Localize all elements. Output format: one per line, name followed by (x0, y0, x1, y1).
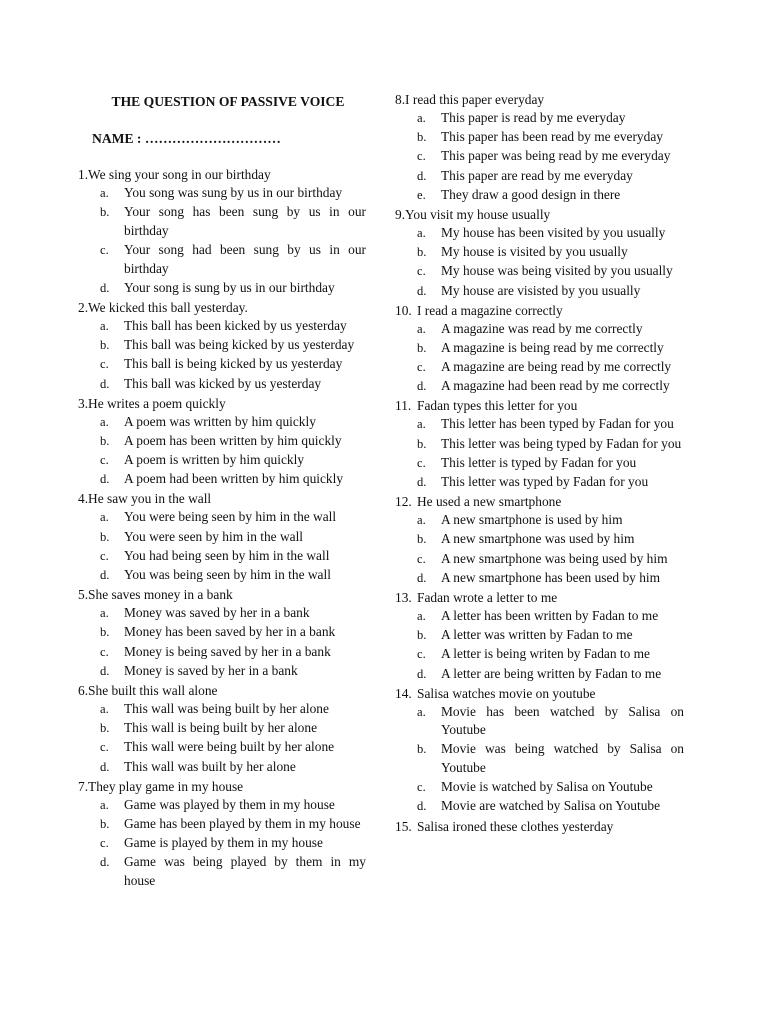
option-item (395, 778, 684, 797)
option-item (78, 203, 366, 240)
option-text: A letter was written by Fadan to me (441, 627, 633, 643)
question-text: He saw you in the wall (88, 491, 212, 507)
option-item (395, 626, 684, 645)
option-letter: a. (100, 797, 109, 812)
question-text: Fadan types this letter for you (417, 398, 578, 414)
option-list (395, 415, 684, 491)
question-text: We sing your song in our birthday (88, 167, 271, 182)
question-stem (78, 394, 366, 413)
page-title: THE QUESTION OF PASSIVE VOICE (111, 94, 345, 109)
question-number: 2. (78, 299, 89, 315)
option-letter: b. (417, 628, 427, 643)
option-item (78, 738, 366, 757)
option-letter: b. (100, 205, 110, 220)
question-number: 13. (395, 589, 412, 605)
option-item (78, 413, 366, 432)
question-stem (395, 588, 684, 607)
option-text: My house are visisted by you usually (441, 282, 641, 298)
question-text: I read a magazine correctly (417, 302, 563, 318)
option-item (78, 375, 366, 394)
question-8 (395, 90, 684, 204)
question-number: 11. (395, 398, 412, 414)
option-letter: d. (100, 472, 110, 487)
option-item (78, 662, 366, 681)
option-letter: c. (417, 455, 426, 470)
option-text: My house was being visited by you usually (441, 263, 673, 279)
option-list (395, 607, 684, 683)
option-item (78, 853, 366, 890)
option-text: This ball is being kicked by us yesterday (124, 356, 343, 372)
option-item (395, 511, 684, 530)
option-letter: c. (100, 548, 109, 563)
question-number: 9. (395, 206, 406, 222)
option-text: My house is visited by you usually (441, 244, 628, 260)
option-letter: a. (100, 510, 109, 525)
option-item (395, 224, 684, 243)
option-item (78, 604, 366, 623)
option-letter: d. (417, 283, 427, 298)
option-letter: c. (417, 780, 426, 795)
option-letter: c. (100, 453, 109, 468)
option-list (78, 184, 366, 297)
question-number: 1. (78, 167, 89, 182)
option-item (78, 432, 366, 451)
option-letter: c. (100, 357, 109, 372)
option-item (395, 435, 684, 454)
option-item (395, 645, 684, 664)
option-item (395, 454, 684, 473)
option-text: You were being seen by him in the wall (124, 509, 337, 525)
option-text: This paper has been read by me everyday (441, 129, 663, 145)
option-item (78, 566, 366, 585)
option-item (395, 339, 684, 358)
option-letter: a. (100, 701, 109, 716)
option-letter: c. (100, 644, 109, 659)
option-text: Your song had been sung by us in our birthday (124, 241, 366, 276)
option-item (395, 243, 684, 262)
option-letter: b. (417, 340, 427, 355)
question-13 (395, 588, 684, 683)
option-letter: d. (417, 475, 427, 489)
option-list (78, 317, 366, 393)
option-letter: d. (417, 666, 427, 681)
option-list (395, 703, 684, 816)
question-text: Salisa ironed these clothes yesterday (417, 818, 614, 834)
option-letter: a. (100, 318, 109, 333)
option-item (395, 147, 684, 166)
question-stem (78, 489, 366, 508)
option-item (395, 262, 684, 281)
option-item (78, 279, 366, 298)
option-list (78, 700, 366, 776)
question-stem (78, 165, 366, 184)
question-10 (395, 301, 684, 396)
option-letter: a. (417, 608, 426, 623)
option-item (395, 703, 684, 740)
question-text: Fadan wrote a letter to me (417, 589, 558, 605)
question-number: 8. (395, 92, 406, 107)
option-letter: d. (100, 280, 110, 295)
option-text: This paper is read by me everyday (441, 110, 626, 125)
question-text: You visit my house usually (405, 206, 551, 222)
option-text: A magazine are being read by me correctly (441, 359, 672, 375)
option-item (78, 547, 366, 566)
option-item (78, 528, 366, 547)
option-letter: b. (417, 130, 427, 145)
option-text: Money is saved by her in a bank (124, 662, 298, 678)
option-item (78, 336, 366, 355)
option-text: This ball was being kicked by us yesterday (124, 337, 355, 353)
option-item (395, 740, 684, 777)
option-text: You song was sung by us in our birthday (124, 185, 343, 200)
option-text: My house has been visited by you usually (441, 224, 666, 240)
option-item (395, 320, 684, 339)
option-text: Game is played by them in my house (124, 835, 323, 851)
question-9 (395, 205, 684, 300)
option-letter: b. (100, 816, 110, 831)
option-item (78, 508, 366, 527)
option-text: Your song has been sung by us in our birthday (124, 204, 366, 238)
option-text: A new smartphone was used by him (441, 531, 635, 547)
option-item (78, 623, 366, 642)
option-letter: c. (100, 242, 109, 257)
question-text: We kicked this ball yesterday. (88, 299, 248, 315)
option-letter: b. (100, 433, 110, 448)
option-item (395, 167, 684, 186)
question-2 (78, 298, 366, 393)
question-12 (395, 492, 684, 587)
option-text: This letter is typed by Fadan for you (441, 454, 637, 470)
question-number: 4. (78, 491, 89, 507)
option-list (78, 508, 366, 584)
question-stem (395, 301, 684, 320)
option-text: A new smartphone was being used by him (441, 550, 668, 566)
question-stem (395, 817, 684, 836)
option-item (78, 758, 366, 777)
question-number: 14. (395, 685, 412, 701)
option-item (395, 569, 684, 588)
option-text: Game was played by them in my house (124, 796, 335, 812)
option-item (78, 317, 366, 336)
option-text: A poem has been written by him quickly (124, 432, 342, 448)
option-letter: e. (417, 187, 426, 202)
name-field-line: NAME : ………………………… (92, 131, 281, 146)
option-text: This paper are read by me everyday (441, 167, 633, 183)
question-number: 6. (78, 682, 89, 698)
question-stem (395, 492, 684, 511)
option-text: A poem was written by him quickly (124, 413, 316, 429)
question-text: He writes a poem quickly (88, 395, 226, 411)
question-number: 10. (395, 302, 412, 318)
option-item (395, 282, 684, 301)
question-number: 5. (78, 587, 89, 603)
question-stem (78, 298, 366, 317)
option-text: A letter has been written by Fadan to me (441, 607, 659, 623)
option-text: A letter is being writen by Fadan to me (441, 646, 650, 662)
option-letter: d. (417, 570, 427, 585)
question-text: Salisa watches movie on youtube (417, 685, 596, 701)
option-letter: d. (100, 376, 110, 391)
option-letter: a. (417, 417, 426, 432)
option-text: A poem is written by him quickly (124, 452, 305, 468)
option-text: You were seen by him in the wall (124, 528, 304, 544)
option-letter: c. (100, 740, 109, 755)
option-item (395, 473, 684, 492)
question-stem (78, 777, 366, 796)
option-letter: d. (417, 799, 427, 814)
option-item (78, 796, 366, 815)
question-number: 12. (395, 494, 412, 510)
option-letter: d. (100, 855, 110, 870)
question-1 (78, 165, 366, 297)
option-text: Your song is sung by us in our birthday (124, 279, 335, 295)
option-list (395, 109, 684, 204)
option-letter: c. (417, 647, 426, 662)
option-item (395, 109, 684, 128)
right-column (395, 90, 684, 836)
option-text: This paper was being read by me everyday (441, 148, 671, 164)
option-list (78, 413, 366, 489)
option-text: Money is being saved by her in a bank (124, 643, 331, 659)
question-15 (395, 817, 684, 836)
option-item (395, 128, 684, 147)
question-stem (78, 585, 366, 604)
option-text: A new smartphone is used by him (441, 512, 623, 528)
option-letter: d. (100, 568, 110, 582)
option-text: Game has been played by them in my house (124, 815, 361, 831)
option-letter: c. (417, 360, 426, 375)
option-letter: d. (100, 759, 110, 774)
option-text: Movie was being watched by Salisa on Youtube (441, 741, 684, 776)
option-letter: c. (417, 149, 426, 164)
option-letter: a. (100, 414, 109, 429)
option-text: This wall was built by her alone (124, 758, 296, 774)
question-5 (78, 585, 366, 680)
option-text: A magazine is being read by me correctly (441, 339, 664, 355)
option-letter: a. (100, 186, 109, 200)
option-item (78, 451, 366, 470)
option-item (395, 186, 684, 205)
option-item (395, 607, 684, 626)
option-letter: a. (417, 704, 426, 719)
option-item (395, 797, 684, 816)
question-stem (395, 396, 684, 415)
option-item (78, 719, 366, 738)
option-text: They draw a good design in there (441, 186, 621, 202)
option-text: This wall is being built by her alone (124, 720, 318, 736)
option-letter: b. (417, 532, 427, 547)
option-text: Game was being played by them in my house (124, 854, 366, 888)
option-list (78, 604, 366, 680)
option-text: This letter was typed by Fadan for you (441, 474, 649, 489)
question-text: I read this paper everyday (405, 92, 545, 107)
left-column (78, 90, 366, 891)
question-6 (78, 681, 366, 776)
option-item (395, 550, 684, 569)
option-letter: c. (417, 264, 426, 279)
option-text: You had being seen by him in the wall (124, 547, 330, 563)
option-item (78, 815, 366, 834)
option-text: This ball has been kicked by us yesterday (124, 317, 347, 333)
option-item (78, 700, 366, 719)
option-text: A new smartphone has been used by him (441, 569, 661, 585)
option-letter: a. (417, 111, 426, 125)
option-text: A letter are being written by Fadan to me (441, 665, 662, 681)
option-letter: b. (100, 721, 110, 736)
option-item (78, 834, 366, 853)
option-letter: b. (100, 529, 110, 544)
option-text: This ball was kicked by us yesterday (124, 375, 322, 391)
option-item (78, 643, 366, 662)
option-text: Movie are watched by Salisa on Youtube (441, 798, 661, 814)
option-list (395, 511, 684, 587)
question-14 (395, 684, 684, 816)
option-letter: a. (417, 225, 426, 240)
question-7 (78, 777, 366, 891)
option-letter: a. (100, 606, 109, 621)
question-number: 3. (78, 395, 89, 411)
option-item (395, 415, 684, 434)
option-text: You was being seen by him in the wall (124, 567, 331, 582)
option-letter: b. (417, 742, 427, 757)
option-text: Money was saved by her in a bank (124, 605, 310, 621)
option-text: This letter was being typed by Fadan for you (441, 435, 682, 451)
question-text: They play game in my house (88, 778, 244, 794)
option-list (78, 796, 366, 891)
question-stem (395, 205, 684, 224)
option-letter: a. (417, 321, 426, 336)
option-letter: a. (417, 513, 426, 528)
question-stem (395, 90, 684, 109)
option-text: Movie has been watched by Salisa on Youtube (441, 703, 684, 738)
option-item (78, 241, 366, 278)
option-list (395, 320, 684, 396)
option-item (395, 377, 684, 396)
question-3 (78, 394, 366, 489)
option-item (78, 184, 366, 203)
option-text: A magazine had been read by me correctly (441, 378, 670, 394)
option-list (395, 224, 684, 300)
option-letter: d. (100, 663, 110, 678)
option-text: A poem had been written by him quickly (124, 471, 344, 487)
option-item (395, 665, 684, 684)
option-letter: c. (417, 551, 426, 566)
option-letter: d. (417, 379, 427, 394)
option-letter: c. (100, 836, 109, 851)
question-11 (395, 396, 684, 491)
question-text: She built this wall alone (88, 682, 218, 698)
option-text: A magazine was read by me correctly (441, 320, 643, 336)
question-4 (78, 489, 366, 584)
question-stem (78, 681, 366, 700)
option-text: Money has been saved by her in a bank (124, 624, 336, 640)
option-letter: d. (417, 168, 427, 183)
option-letter: b. (100, 625, 110, 640)
option-item (78, 355, 366, 374)
option-letter: b. (100, 338, 110, 353)
option-item (395, 530, 684, 549)
option-text: This letter has been typed by Fadan for you (441, 416, 674, 432)
option-item (395, 358, 684, 377)
question-text: He used a new smartphone (417, 494, 562, 510)
question-text: She saves money in a bank (88, 587, 233, 603)
option-text: This wall were being built by her alone (124, 739, 335, 755)
question-number: 15. (395, 818, 412, 834)
option-text: Movie is watched by Salisa on Youtube (441, 779, 653, 795)
question-stem (395, 684, 684, 703)
option-text: This wall was being built by her alone (124, 700, 329, 716)
option-item (78, 470, 366, 489)
question-number: 7. (78, 778, 89, 794)
option-letter: b. (417, 245, 427, 260)
option-letter: b. (417, 436, 427, 451)
